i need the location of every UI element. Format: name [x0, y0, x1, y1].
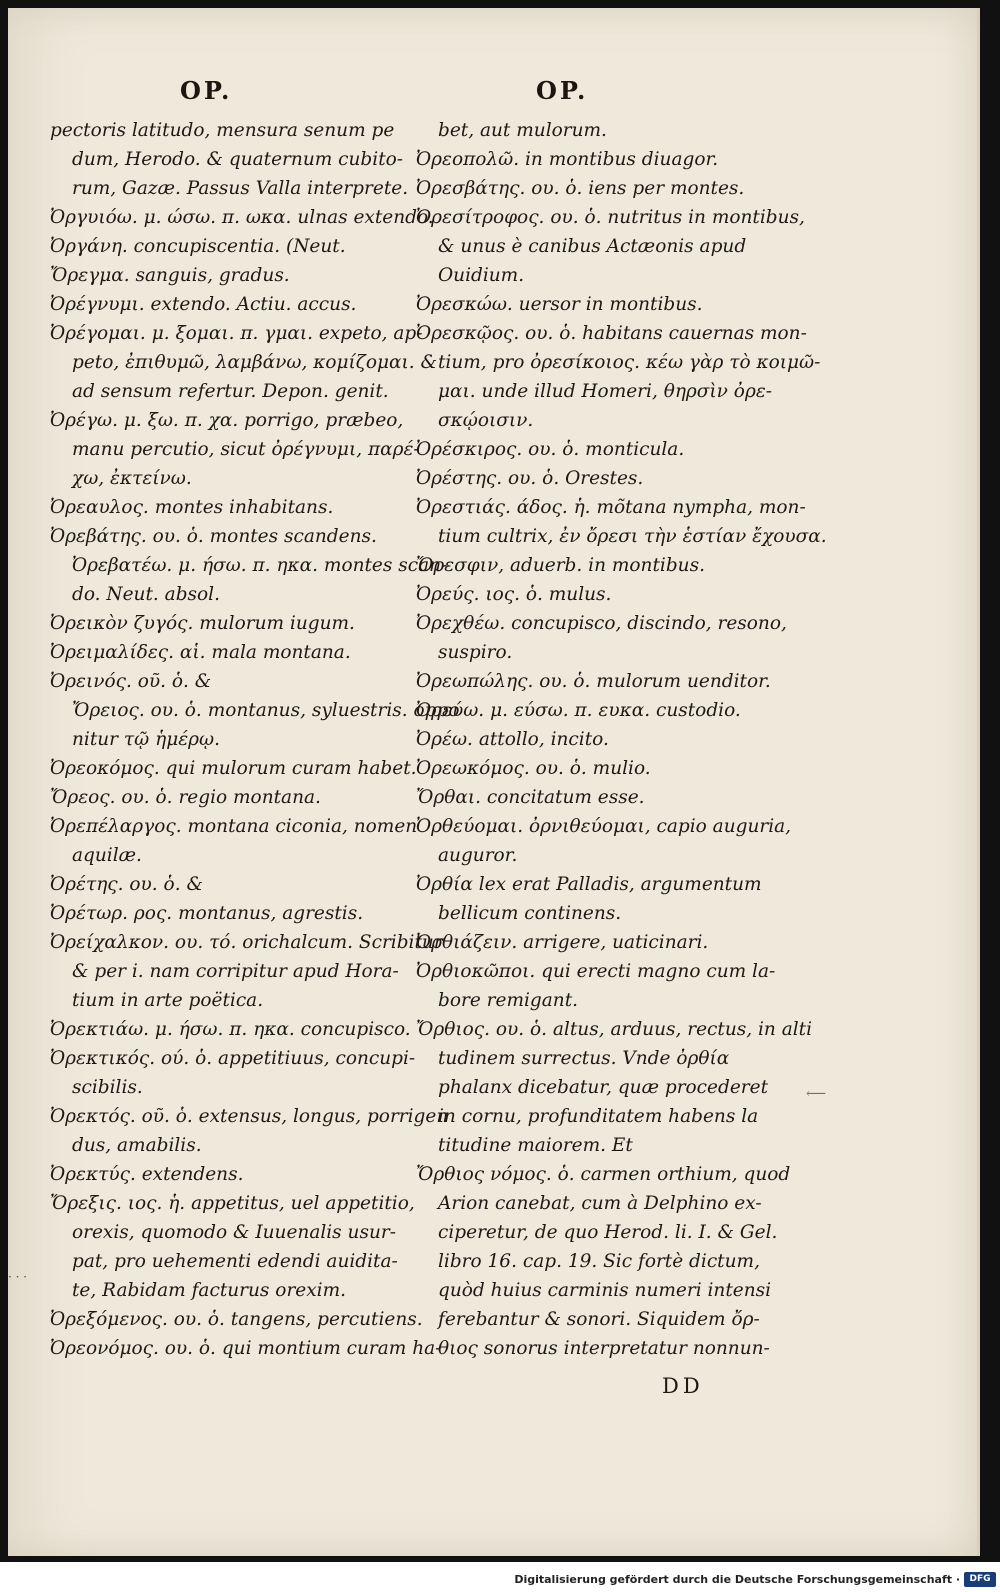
- text-line: pat, pro uehementi edendi auidita-: [72, 1251, 398, 1272]
- text-line: ferebantur & sonori. Siquidem ὄρ-: [438, 1309, 760, 1330]
- left-column: [50, 116, 460, 1363]
- text-line: bet, aut mulorum.: [438, 120, 607, 141]
- text-line: tudinem surrectus. Vnde ὀρθία: [438, 1048, 730, 1069]
- text-line: dus, amabilis.: [72, 1135, 202, 1156]
- text-line: Ὄρεξις. ιος. ἡ. appetitus, uel appetitio,: [50, 1193, 415, 1214]
- text-line: Ὀρειμαλίδες. αἱ. mala montana.: [50, 642, 351, 663]
- margin-specks: · · ·: [8, 1270, 28, 1284]
- text-line: Ὀρείχαλκον. ου. τό. orichalcum. Scribitur: [50, 932, 443, 953]
- text-line: Ὄρεσφιν, aduerb. in montibus.: [416, 555, 705, 576]
- footer-bar: [0, 1570, 1000, 1592]
- text-line: Ὀρεχθέω. concupisco, discindo, resono,: [416, 613, 787, 634]
- text-line: do. Neut. absol.: [72, 584, 220, 605]
- text-line: Ὀρέτης. ου. ὁ. &: [50, 874, 203, 895]
- signature-mark: DD: [662, 1374, 704, 1398]
- text-line: Ὀρθιάζειν. arrigere, uaticinari.: [416, 932, 709, 953]
- text-line: quòd huius carminis numeri intensi: [438, 1280, 772, 1301]
- text-line: ciperetur, de quo Herod. li. I. & Gel.: [438, 1222, 778, 1243]
- text-line: pectoris latitudo, mensura senum pe: [50, 120, 395, 141]
- margin-mark: ⟵: [806, 1086, 827, 1102]
- text-line: Ὀρέσκιρος. ου. ὁ. monticula.: [416, 439, 685, 460]
- text-line: tium in arte poëtica.: [72, 990, 264, 1011]
- right-column: [416, 116, 827, 1363]
- text-line: Ὀρθιοκῶποι. qui erecti magno cum la-: [416, 961, 776, 982]
- text-line: suspiro.: [438, 642, 513, 663]
- text-line: dum, Herodo. & quaternum cubito-: [72, 149, 404, 170]
- text-line: titudine maiorem. Et: [438, 1135, 633, 1156]
- text-line: & unus è canibus Actæonis apud: [438, 236, 747, 257]
- text-line: Ὀρέτωρ. ρος. montanus, agrestis.: [50, 903, 364, 924]
- text-line: bore remigant.: [438, 990, 579, 1011]
- text-line: manu percutio, sicut ὀρέγνυμι, παρέ-: [72, 439, 420, 460]
- text-line: Ὀργυιόω. μ. ώσω. π. ωκα. ulnas extendo.: [50, 207, 434, 228]
- text-line: Arion canebat, cum à Delphino ex-: [438, 1193, 762, 1214]
- text-line: Ὀρεκτός. οῦ. ὁ. extensus, longus, porrigen: [50, 1106, 449, 1127]
- dfg-logo: DFG: [964, 1572, 996, 1587]
- text-line: Ὄρεγμα. sanguis, gradus.: [50, 265, 290, 286]
- text-line: auguror.: [438, 845, 518, 866]
- text-line: Ὄρειος. ου. ὁ. montanus, syluestris. oppo: [72, 700, 460, 721]
- funding-credit: Digitalisierung gefördert durch die Deutsche Forschungsgemeinschaft ·: [514, 1573, 960, 1586]
- text-line: & per i. nam corripitur apud Hora-: [72, 961, 399, 982]
- text-line: Ouidium.: [438, 265, 525, 286]
- text-line: libro 16. cap. 19. Sic fortè dictum,: [438, 1251, 760, 1272]
- text-line: χω, ἐκτείνω.: [72, 468, 192, 489]
- text-line: Ὀρέω. attollo, incito.: [416, 729, 609, 750]
- text-line: Ὀρεκτιάω. μ. ήσω. π. ηκα. concupisco.: [50, 1019, 411, 1040]
- text-line: Ὀρεπέλαργος. montana ciconia, nomen: [50, 816, 418, 837]
- text-line: Ὀρεονόμος. ου. ὁ. qui montium curam ha-: [50, 1338, 442, 1359]
- text-line: Ὀρεκτύς. extendens.: [50, 1164, 244, 1185]
- text-line: Ὄρθιος νόμος. ὁ. carmen orthium, quod: [416, 1164, 791, 1185]
- text-line: σκῴοισιν.: [438, 410, 534, 431]
- text-line: nitur τῷ ἡμέρῳ.: [72, 729, 220, 750]
- text-line: Ὀρεινός. οῦ. ὁ. &: [50, 671, 212, 692]
- text-line: phalanx dicebatur, quæ procederet: [438, 1077, 769, 1098]
- text-line: rum, Gazæ. Passus Valla interprete.: [72, 178, 409, 199]
- text-line: Ὀρεικὸν ζυγός. mulorum iugum.: [50, 613, 355, 634]
- text-line: Ὀρεύω. μ. εύσω. π. ευκα. custodio.: [416, 700, 741, 721]
- text-line: Ὀρεοπολῶ. in montibus diuagor.: [416, 149, 719, 170]
- text-line: Ὀρθεύομαι. ὀρνιθεύομαι, capio auguria,: [416, 816, 792, 837]
- text-line: Ὀρεαυλος. montes inhabitans.: [50, 497, 334, 518]
- text-line: Ὀρέγομαι. μ. ξομαι. π. γμαι. expeto, ap-: [50, 323, 423, 344]
- text-line: Ὀρεβατέω. μ. ήσω. π. ηκα. montes scan-: [72, 555, 448, 576]
- text-line: Ὀρεωκόμος. ου. ὁ. mulio.: [416, 758, 651, 779]
- text-line: Ὀρεβάτης. ου. ὁ. montes scandens.: [50, 526, 377, 547]
- text-line: Ὀρεύς. ιος. ὁ. mulus.: [416, 584, 612, 605]
- text-line: scibilis.: [72, 1077, 143, 1098]
- text-line: orexis, quomodo & Iuuenalis usur-: [72, 1222, 396, 1243]
- text-line: Ὀρέγνυμι. extendo. Actiu. accus.: [50, 294, 357, 315]
- text-line: Ὄρθιος. ου. ὁ. altus, arduus, rectus, in alti: [416, 1019, 813, 1040]
- text-line: Ὀρθία lex erat Palladis, argumentum: [416, 874, 762, 895]
- text-line: Ὀρεστιάς. άδος. ἡ. mõtana nympha, mon-: [416, 497, 806, 518]
- text-line: Ὄρεος. ου. ὁ. regio montana.: [50, 787, 321, 808]
- text-line: tium, pro ὀρεσίκοιος. κέω γὰρ τὸ κοιμῶ-: [438, 352, 821, 373]
- text-line: Ὀρεσίτροφος. ου. ὁ. nutritus in montibus,: [416, 207, 805, 228]
- text-line: Ὄρθαι. concitatum esse.: [416, 787, 645, 808]
- text-line: Ὀρεκτικός. ού. ὁ. appetitiuus, concupi-: [50, 1048, 416, 1069]
- text-line: in cornu, profunditatem habens la: [438, 1106, 759, 1127]
- text-line: μαι. unde illud Homeri, θηρσὶν ὀρε-: [438, 381, 773, 402]
- text-line: Ὀργάνη. concupiscentia. (Neut.: [50, 236, 346, 257]
- text-line: peto, ἐπιθυμῶ, λαμβάνω, κομίζομαι. &: [72, 352, 437, 373]
- text-line: bellicum continens.: [438, 903, 622, 924]
- right-running-head: OP.: [536, 76, 589, 105]
- text-line: Ὀρέγω. μ. ξω. π. χα. porrigo, præbeo,: [50, 410, 404, 431]
- text-line: te, Rabidam facturus orexim.: [72, 1280, 347, 1301]
- book-page: [8, 8, 980, 1556]
- left-running-head: OP.: [180, 76, 233, 105]
- text-line: Ὀρεοκόμος. qui mulorum curam habet.: [50, 758, 417, 779]
- text-line: Ὀρεσκῷος. ου. ὁ. habitans cauernas mon-: [416, 323, 807, 344]
- text-line: ad sensum refertur. Depon. genit.: [72, 381, 389, 402]
- text-line: Ὀρεωπώλης. ου. ὁ. mulorum uenditor.: [416, 671, 771, 692]
- text-line: Ὀρεσκώω. uersor in montibus.: [416, 294, 703, 315]
- text-line: Ὀρεσβάτης. ου. ὁ. iens per montes.: [416, 178, 745, 199]
- text-line: Ὀρεξόμενος. ου. ὁ. tangens, percutiens.: [50, 1309, 423, 1330]
- text-line: aquilæ.: [72, 845, 142, 866]
- text-line: Ὀρέστης. ου. ὁ. Orestes.: [416, 468, 644, 489]
- text-line: θιος sonorus interpretatur nonnun-: [438, 1338, 770, 1359]
- text-line: tium cultrix, ἐν ὄρεσι τὴν ἑστίαν ἔχουσα.: [438, 526, 827, 547]
